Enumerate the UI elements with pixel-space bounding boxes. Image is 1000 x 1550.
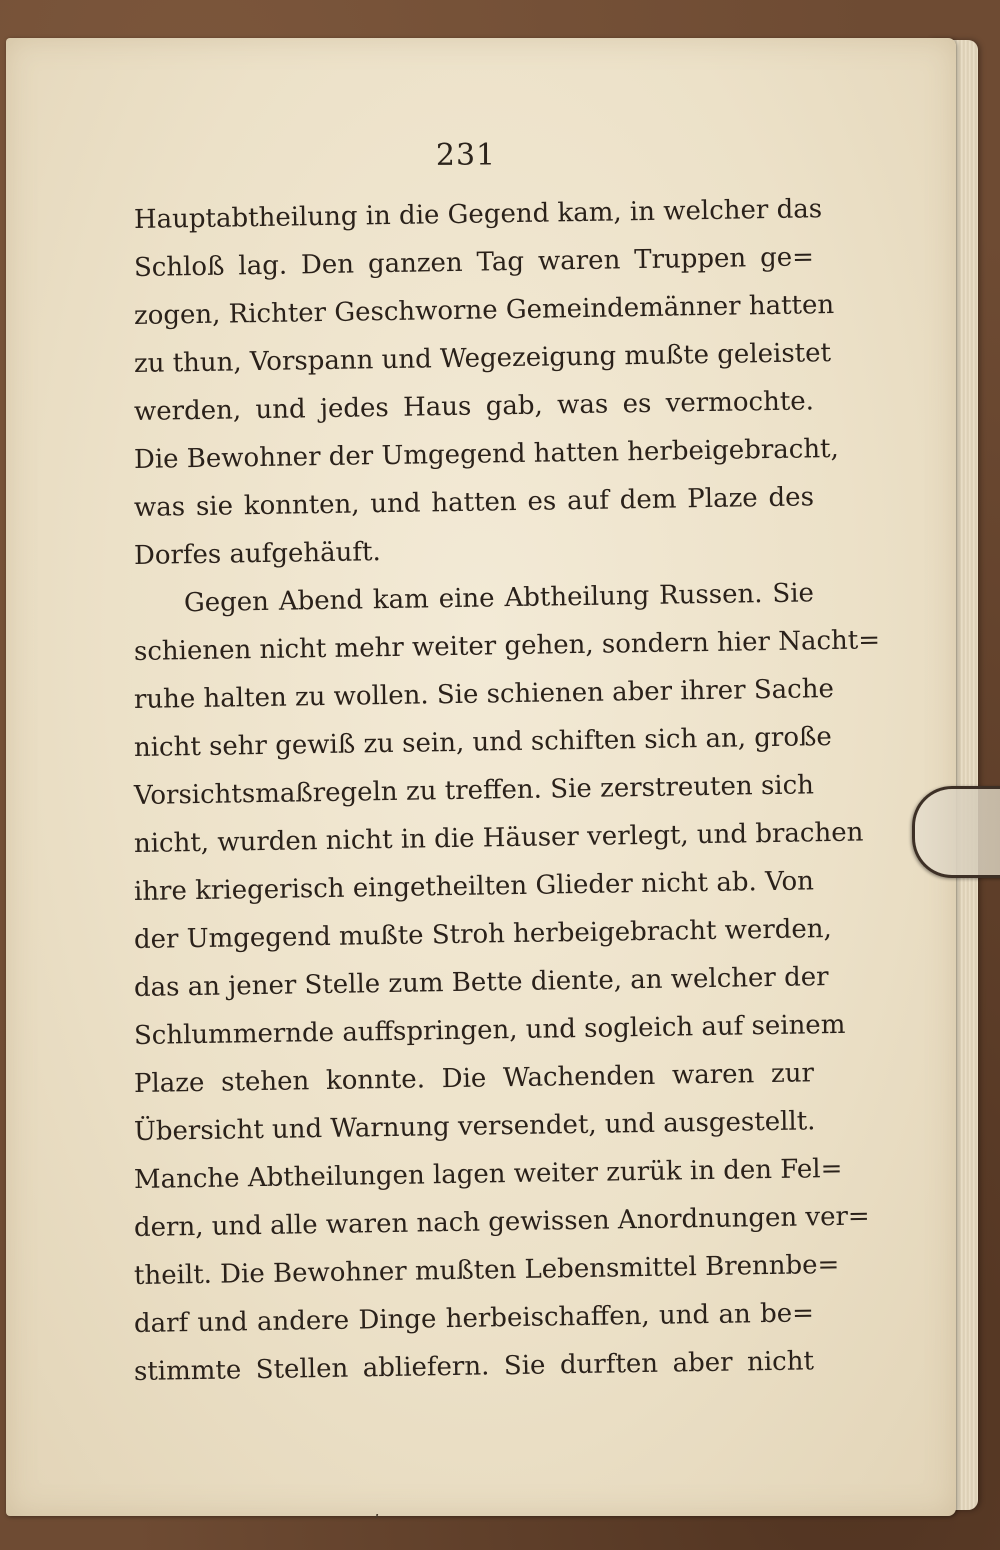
text-line: Übersicht und Warnung versendet, und ausgestellt. (133, 1106, 816, 1147)
text-line: schienen nicht mehr weiter gehen, sondern hier Nacht= (133, 625, 881, 667)
text-line: theilt. Die Bewohner mußten Lebensmittel Brennbe= (133, 1249, 840, 1291)
text-line: Schlummernde auffspringen, und sogleich auf seinem (133, 1009, 846, 1051)
body-text (133, 194, 881, 1396)
text-line: werden, und jedes Haus gab, was es vermochte. (133, 386, 815, 427)
page-number: 231 (435, 138, 497, 173)
text-line: darf und andere Dinge herbeischaffen, und an be= (133, 1298, 815, 1339)
text-line: ihre kriegerisch eingetheilten Glieder nicht ab. Von (133, 866, 815, 907)
text-line: Hauptabtheilung in die Gegend kam, in welcher das (133, 194, 823, 235)
text-line: Manche Abtheilungen lagen weiter zurük in den Fel= (133, 1153, 843, 1195)
stray-mark: ‚ (374, 1500, 380, 1521)
text-line: stimmte Stellen abliefern. Sie durften aber nicht (133, 1346, 815, 1387)
text-line: Gegen Abend kam eine Abtheilung Russen. Sie (183, 578, 815, 619)
text-line: nicht, wurden nicht in die Häuser verlegt, und brachen (133, 817, 864, 859)
text-line: ruhe halten zu wollen. Sie schienen aber ihrer Sache (133, 674, 835, 715)
text-line: dern, und alle waren nach gewissen Anordnungen ver= (133, 1201, 870, 1243)
text-line: zogen, Richter Geschworne Gemeindemänner hatten (133, 290, 835, 331)
text-line: was sie konnten, und hatten es auf dem Plaze des (133, 482, 815, 523)
text-line: das an jener Stelle zum Bette diente, an welcher der (133, 962, 829, 1003)
text-line: Schloß lag. Den ganzen Tag waren Truppen ge= (133, 242, 815, 283)
text-line: Vorsichtsmaßregeln zu treffen. Sie zerstreuten sich (133, 770, 815, 811)
text-line: Dorfes aufgehäuft. (133, 537, 381, 571)
text-line: Plaze stehen konnte. Die Wachenden waren zur (133, 1058, 815, 1099)
book-page (6, 38, 956, 1521)
text-line: der Umgegend mußte Stroh herbeigebracht werden, (133, 914, 833, 955)
text-line: zu thun, Vorspann und Wegezeigung mußte geleistet (133, 338, 832, 379)
text-line: Die Bewohner der Umgegend hatten herbeigebracht, (133, 433, 840, 475)
text-line: nicht sehr gewiß zu sein, und schiften sich an, große (133, 722, 832, 763)
book-clasp (912, 786, 1000, 878)
